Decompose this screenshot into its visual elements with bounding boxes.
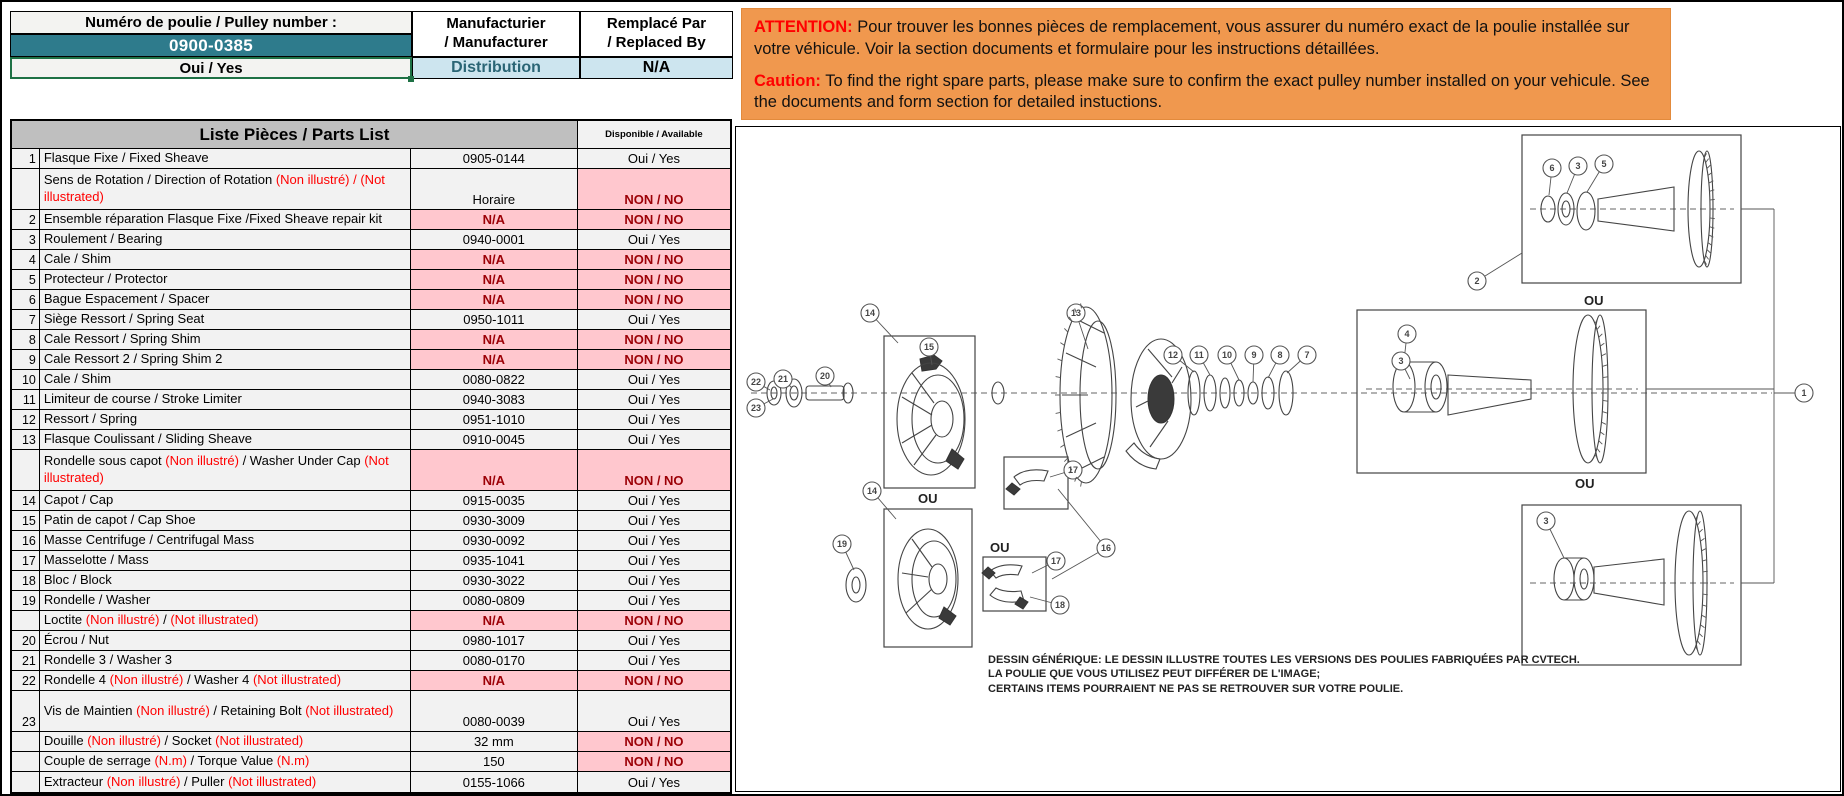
svg-text:5: 5 — [1601, 159, 1607, 169]
svg-text:16: 16 — [1100, 543, 1112, 553]
part-number-cell: N/A — [411, 330, 578, 350]
replaced-by-value: N/A — [580, 57, 733, 79]
callout-1 — [1774, 384, 1813, 402]
part-description-cell — [40, 450, 411, 491]
part-description-text: Extracteur (Non illustré) / Puller (Not illustrated) — [43, 773, 317, 789]
part-description-text: Rondelle 3 / Washer 3 — [43, 652, 172, 668]
table-row — [12, 772, 730, 792]
svg-text:21: 21 — [777, 374, 789, 384]
availability-cell: Oui / Yes — [578, 691, 730, 732]
part-description-text: Capot / Cap — [43, 492, 114, 508]
callout-21 — [774, 370, 792, 388]
availability-cell: Oui / Yes — [578, 772, 730, 792]
note-line-2: LA POULIE QUE VOUS UTILISEZ PEUT DIFFÉRER DE L'IMAGE; — [988, 668, 1321, 681]
part-description-text: Masse Centrifuge / Centrifugal Mass — [43, 532, 255, 548]
callout-5 — [1587, 155, 1613, 192]
cap-variant2-part — [846, 529, 958, 629]
callout-17 — [1032, 552, 1065, 573]
part-description-text: Cale / Shim — [43, 251, 112, 267]
svg-text:20: 20 — [819, 371, 831, 381]
availability-cell: Oui / Yes — [578, 149, 730, 169]
availability-cell: Oui / Yes — [578, 410, 730, 430]
availability-cell: Oui / Yes — [578, 230, 730, 250]
svg-text:18: 18 — [1054, 600, 1066, 610]
availability-cell: Oui / Yes — [578, 511, 730, 531]
callout-22 — [747, 373, 770, 391]
replaced-by-header-en: / Replaced By — [607, 34, 706, 51]
row-number-cell: 10 — [12, 370, 40, 390]
table-row — [12, 631, 730, 651]
part-description-cell — [40, 330, 411, 350]
callout-2 — [1468, 253, 1522, 290]
part-description-text: Couple de serrage (N.m) / Torque Value (N.m) — [43, 753, 310, 769]
availability-cell: Oui / Yes — [578, 571, 730, 591]
part-number-cell: 0980-1017 — [411, 631, 578, 651]
row-number-cell: 3 — [12, 230, 40, 250]
availability-cell: Oui / Yes — [578, 591, 730, 611]
part-description-text: Écrou / Nut — [43, 632, 109, 648]
svg-text:15: 15 — [923, 342, 935, 352]
table-row — [12, 450, 730, 491]
availability-cell: Oui / Yes — [578, 531, 730, 551]
attention-text-fr: Pour trouver les bonnes pièces de remplacement, vous assurer du numéro exact de la poulie installée sur votre véhicule. Voir la section documents et formulaire pour les instructions détaillées. — [754, 18, 1630, 58]
part-number-cell: 0951-1010 — [411, 410, 578, 430]
row-number-cell: 5 — [12, 270, 40, 290]
row-number-cell: 15 — [12, 511, 40, 531]
pulley-number-label: Numéro de poulie / Pulley number : — [10, 11, 412, 34]
part-description-cell — [40, 410, 411, 430]
svg-text:17: 17 — [1050, 556, 1062, 566]
manufacturer-header-en: / Manufacturer — [444, 34, 548, 51]
table-row — [12, 169, 730, 210]
part-description-cell — [40, 230, 411, 250]
part-description-cell — [40, 732, 411, 752]
mass-variant1-box — [1004, 457, 1068, 509]
part-description-cell — [40, 390, 411, 410]
ou-label-1: OU — [1584, 293, 1604, 308]
table-row — [12, 511, 730, 531]
table-row — [12, 390, 730, 410]
svg-text:12: 12 — [1167, 350, 1179, 360]
table-row — [12, 591, 730, 611]
availability-cell: NON / NO — [578, 250, 730, 270]
part-description-cell — [40, 491, 411, 511]
callout-7 — [1287, 346, 1316, 373]
availability-cell: NON / NO — [578, 330, 730, 350]
mass-variant2-part — [982, 565, 1028, 609]
svg-text:8: 8 — [1277, 350, 1283, 360]
table-row — [12, 611, 730, 631]
attention-paragraph-en — [754, 71, 1658, 115]
part-description-text: Flasque Coulissant / Sliding Sheave — [43, 431, 252, 447]
excel-fill-handle — [408, 76, 414, 82]
part-description-cell — [40, 310, 411, 330]
callout-3 — [1537, 512, 1564, 558]
pulley-availability-cell: Oui / Yes — [10, 57, 412, 79]
table-row — [12, 571, 730, 591]
part-number-cell: N/A — [411, 290, 578, 310]
part-description-text: Bague Espacement / Spacer — [43, 291, 210, 307]
availability-cell: NON / NO — [578, 732, 730, 752]
part-description-cell — [40, 531, 411, 551]
row-number-cell: 7 — [12, 310, 40, 330]
part-description-cell — [40, 430, 411, 450]
table-row — [12, 230, 730, 250]
part-description-text: Rondelle 4 (Non illustré) / Washer 4 (Not illustrated) — [43, 672, 342, 688]
part-number-cell: 0155-1066 — [411, 772, 578, 792]
row-number-cell: 11 — [12, 390, 40, 410]
part-description-text: Rondelle / Washer — [43, 592, 151, 608]
svg-text:14: 14 — [866, 486, 878, 496]
part-number-cell: Horaire — [411, 169, 578, 210]
part-number-cell: N/A — [411, 611, 578, 631]
availability-cell: NON / NO — [578, 752, 730, 772]
part-number-cell: 0080-0809 — [411, 591, 578, 611]
part-description-cell — [40, 571, 411, 591]
table-row — [12, 370, 730, 390]
part-number-cell: 0930-3022 — [411, 571, 578, 591]
note-line-3: CERTAINS ITEMS POURRAIENT NE PAS SE RETROUVER SUR VOTRE POULIE. — [988, 682, 1404, 695]
svg-text:17: 17 — [1067, 465, 1079, 475]
callout-12 — [1164, 346, 1194, 372]
parts-list-table — [10, 119, 732, 794]
row-number-cell: 22 — [12, 671, 40, 691]
part-number-cell: 150 — [411, 752, 578, 772]
row-number-cell: 17 — [12, 551, 40, 571]
svg-text:22: 22 — [750, 377, 762, 387]
note-line-1: DESSIN GÉNÉRIQUE: LE DESSIN ILLUSTRE TOUTES LES VERSIONS DES POULIES FABRIQUÉES PAR CVTECH. — [988, 654, 1580, 666]
diagram-panel — [735, 126, 1841, 792]
row-number-cell: 21 — [12, 651, 40, 671]
availability-cell: NON / NO — [578, 350, 730, 370]
table-row — [12, 410, 730, 430]
svg-text:14: 14 — [864, 308, 876, 318]
cap-variant2-box — [884, 509, 972, 647]
part-number-cell: 0940-3083 — [411, 390, 578, 410]
part-number-cell: 0940-0001 — [411, 230, 578, 250]
row-number-cell: 9 — [12, 350, 40, 370]
availability-cell: Oui / Yes — [578, 651, 730, 671]
generic-drawing-note — [988, 653, 1580, 696]
part-description-text: Cale Ressort 2 / Spring Shim 2 — [43, 351, 223, 367]
availability-cell: Oui / Yes — [578, 491, 730, 511]
callout-17 — [1050, 461, 1082, 479]
availability-cell: NON / NO — [578, 290, 730, 310]
row-number-cell: 6 — [12, 290, 40, 310]
parts-table-title: Liste Pièces / Parts List — [12, 121, 578, 149]
row-number-cell: 19 — [12, 591, 40, 611]
part-description-cell — [40, 651, 411, 671]
part-description-cell — [40, 511, 411, 531]
availability-cell: NON / NO — [578, 611, 730, 631]
part-description-cell — [40, 149, 411, 169]
part-description-cell — [40, 169, 411, 210]
row-number-cell — [12, 169, 40, 210]
part-number-cell: 0080-0170 — [411, 651, 578, 671]
table-row — [12, 290, 730, 310]
row-number-cell: 13 — [12, 430, 40, 450]
table-row — [12, 752, 730, 772]
table-row — [12, 250, 730, 270]
part-description-cell — [40, 631, 411, 651]
part-description-text: Cale Ressort / Spring Shim — [43, 331, 201, 347]
row-number-cell: 8 — [12, 330, 40, 350]
part-number-cell: 0930-0092 — [411, 531, 578, 551]
table-row — [12, 671, 730, 691]
part-description-text: Bloc / Block — [43, 572, 112, 588]
table-row — [12, 691, 730, 732]
part-description-text: Patin de capot / Cap Shoe — [43, 512, 196, 528]
availability-cell: Oui / Yes — [578, 430, 730, 450]
part-description-text: Vis de Maintien (Non illustré) / Retaining Bolt (Not illustrated) — [43, 702, 394, 718]
availability-cell: Oui / Yes — [578, 631, 730, 651]
availability-cell: NON / NO — [578, 450, 730, 491]
part-number-cell: 0935-1041 — [411, 551, 578, 571]
attention-paragraph-fr — [754, 17, 1658, 61]
mass-variant1-part — [1006, 470, 1048, 495]
row-number-cell: 12 — [12, 410, 40, 430]
svg-text:3: 3 — [1398, 356, 1404, 366]
row-number-cell: 4 — [12, 250, 40, 270]
part-description-cell — [40, 270, 411, 290]
row-number-cell — [12, 752, 40, 772]
availability-cell: NON / NO — [578, 270, 730, 290]
table-row — [12, 270, 730, 290]
table-row — [12, 310, 730, 330]
row-number-cell: 16 — [12, 531, 40, 551]
part-number-cell: N/A — [411, 250, 578, 270]
table-row — [12, 149, 730, 169]
availability-cell: Oui / Yes — [578, 370, 730, 390]
row-number-cell: 2 — [12, 210, 40, 230]
attention-text-en: To find the right spare parts, please make sure to confirm the exact pulley number installed on your vehicule. See the documents and form section for detailed instuctions. — [754, 71, 1650, 112]
part-description-cell — [40, 752, 411, 772]
callout-20 — [816, 367, 834, 387]
part-number-cell: 0080-0039 — [411, 691, 578, 732]
availability-cell: Oui / Yes — [578, 390, 730, 410]
part-number-cell: 0905-0144 — [411, 149, 578, 169]
availability-cell: NON / NO — [578, 169, 730, 210]
part-description-cell — [40, 611, 411, 631]
variant-connector-lines — [1646, 209, 1774, 583]
manufacturer-header-fr: Manufacturier — [446, 15, 546, 33]
part-number-cell: N/A — [411, 671, 578, 691]
callout-3 — [1567, 157, 1587, 193]
part-description-text: Ressort / Spring — [43, 411, 138, 427]
part-number-cell: 0080-0822 — [411, 370, 578, 390]
part-number-cell: 0930-3009 — [411, 511, 578, 531]
part-description-text: Masselotte / Mass — [43, 552, 149, 568]
pulley-number-value: 0900-0385 — [10, 34, 412, 57]
svg-text:7: 7 — [1304, 350, 1310, 360]
attention-box — [741, 8, 1671, 120]
part-description-text: Douille (Non illustré) / Socket (Not illustrated) — [43, 733, 304, 749]
row-number-cell: 18 — [12, 571, 40, 591]
part-number-cell: 0910-0045 — [411, 430, 578, 450]
row-number-cell — [12, 732, 40, 752]
cap-variant1-part — [897, 355, 965, 475]
part-number-cell: N/A — [411, 270, 578, 290]
row-number-cell: 23 — [12, 691, 40, 732]
svg-text:6: 6 — [1549, 163, 1555, 173]
part-number-cell: 0950-1011 — [411, 310, 578, 330]
part-number-cell: N/A — [411, 350, 578, 370]
part-description-text: Siège Ressort / Spring Seat — [43, 311, 205, 327]
row-number-cell — [12, 772, 40, 792]
part-description-text: Flasque Fixe / Fixed Sheave — [43, 150, 209, 166]
manufacturer-value: Distribution — [412, 57, 580, 79]
svg-text:19: 19 — [836, 539, 848, 549]
svg-text:1: 1 — [1801, 388, 1807, 398]
part-description-cell — [40, 350, 411, 370]
svg-text:4: 4 — [1404, 329, 1410, 339]
row-number-cell — [12, 611, 40, 631]
parts-table-header-row — [12, 121, 730, 149]
part-description-text: Sens de Rotation / Direction of Rotation (Non illustré) / (Not illustrated) — [43, 172, 385, 204]
part-number-cell: N/A — [411, 450, 578, 491]
part-description-text: Limiteur de course / Stroke Limiter — [43, 391, 242, 407]
svg-text:9: 9 — [1251, 350, 1257, 360]
part-number-cell: 32 mm — [411, 732, 578, 752]
svg-text:2: 2 — [1474, 276, 1480, 286]
callout-19 — [833, 535, 854, 570]
ou-label-2: OU — [1575, 476, 1595, 491]
table-row — [12, 330, 730, 350]
callout-8 — [1268, 346, 1289, 378]
attention-label-en: Caution: — [754, 71, 821, 90]
part-description-text: Rondelle sous capot (Non illustré) / Washer Under Cap (Not illustrated) — [43, 453, 389, 485]
table-row — [12, 430, 730, 450]
part-description-cell — [40, 772, 411, 792]
table-row — [12, 350, 730, 370]
part-description-text: Cale / Shim — [43, 371, 112, 387]
availability-cell: NON / NO — [578, 210, 730, 230]
part-description-cell — [40, 671, 411, 691]
ou-label-4: OU — [990, 540, 1010, 555]
part-description-cell — [40, 551, 411, 571]
svg-text:11: 11 — [1194, 350, 1204, 360]
svg-text:3: 3 — [1543, 516, 1549, 526]
table-row — [12, 531, 730, 551]
table-row — [12, 551, 730, 571]
part-number-cell: N/A — [411, 210, 578, 230]
part-description-cell — [40, 290, 411, 310]
svg-text:10: 10 — [1221, 350, 1233, 360]
callout-10 — [1218, 346, 1239, 380]
row-number-cell: 1 — [12, 149, 40, 169]
availability-cell: NON / NO — [578, 671, 730, 691]
svg-text:13: 13 — [1070, 308, 1082, 318]
svg-text:23: 23 — [750, 403, 762, 413]
table-row — [12, 651, 730, 671]
table-row — [12, 210, 730, 230]
part-description-text: Roulement / Bearing — [43, 231, 163, 247]
callout-9 — [1245, 346, 1263, 382]
ou-label-3: OU — [918, 491, 938, 506]
available-column-header: Disponible / Available — [578, 121, 730, 149]
table-row — [12, 491, 730, 511]
row-number-cell: 14 — [12, 491, 40, 511]
row-number-cell: 20 — [12, 631, 40, 651]
svg-text:3: 3 — [1575, 161, 1581, 171]
part-description-cell — [40, 210, 411, 230]
spring-stack-group — [1188, 371, 1293, 415]
callout-14 — [861, 304, 898, 343]
part-number-cell: 0915-0035 — [411, 491, 578, 511]
part-description-cell — [40, 691, 411, 732]
part-description-text: Ensemble réparation Flasque Fixe /Fixed Sheave repair kit — [43, 211, 383, 227]
callout-6 — [1543, 159, 1561, 195]
part-description-cell — [40, 250, 411, 270]
parts-table-body — [12, 149, 730, 792]
attention-label-fr: ATTENTION: — [754, 18, 853, 36]
availability-cell: Oui / Yes — [578, 310, 730, 330]
manufacturer-header — [412, 11, 580, 57]
part-description-cell — [40, 591, 411, 611]
availability-cell: Oui / Yes — [578, 551, 730, 571]
part-description-cell — [40, 370, 411, 390]
replaced-by-header — [580, 11, 733, 57]
table-row — [12, 732, 730, 752]
row-number-cell — [12, 450, 40, 491]
part-description-text: Loctite (Non illustré) / (Not illustrated) — [43, 612, 259, 628]
part-description-text: Protecteur / Protector — [43, 271, 168, 287]
replaced-by-header-fr: Remplacé Par — [606, 15, 707, 33]
